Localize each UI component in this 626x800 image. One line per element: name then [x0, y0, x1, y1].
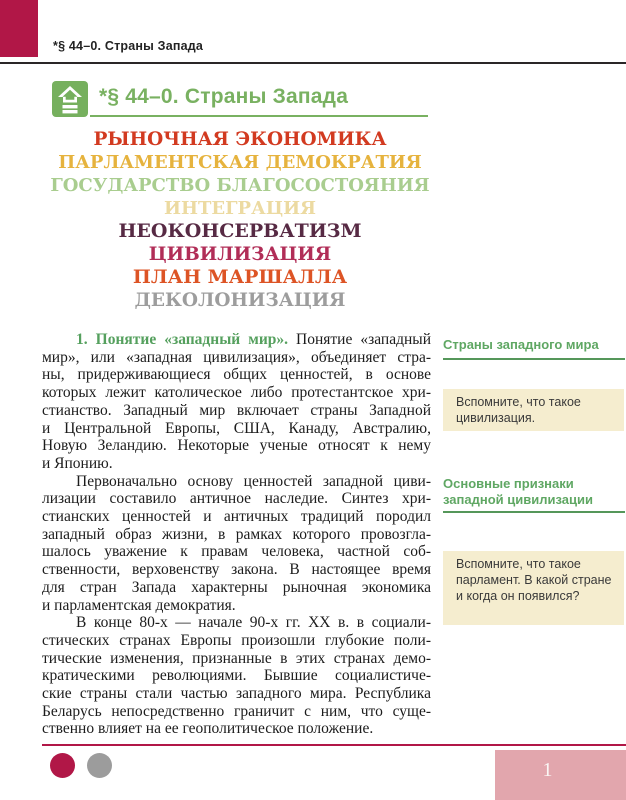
text-line: и Центральной Европы, США, Канаду, Австралию,: [42, 419, 431, 437]
text-line: стианских ценностей и античных традиций породил: [42, 508, 431, 526]
upload-arrow-icon: [52, 81, 88, 117]
text-line: ственно влияет на ее геополитическое положение.: [42, 720, 374, 738]
keyword-item: ГОСУДАРСТВО БЛАГОСОСТОЯНИЯ: [50, 175, 430, 196]
text-line: стических странах Европы произошли глубокие поли-: [42, 631, 431, 649]
section-title: *§ 44–0. Страны Запада: [99, 85, 349, 108]
footer-dot-gray: [87, 753, 112, 778]
text-line: для стран Запада характерны рыночная экономика: [42, 578, 431, 596]
keyword-cloud: [42, 128, 438, 312]
main-text: [42, 331, 431, 738]
sidebar-heading-rule: [443, 358, 625, 360]
text-line: ны, придерживающиеся общих ценностей, в основе: [42, 366, 431, 384]
keyword-item: ИНТЕГРАЦИЯ: [163, 198, 317, 219]
keyword-item: РЫНОЧНАЯ ЭКОНОМИКА: [93, 129, 387, 150]
page-number: 1: [495, 750, 626, 800]
subsection-heading: 1. Понятие «западный мир».: [76, 331, 288, 348]
recall-note-civilization: Вспомните, что такое цивилизация.: [443, 389, 624, 431]
footer-dot-crimson: [50, 753, 75, 778]
text-line: ские страны стали частью западного мира. Республика: [42, 685, 431, 703]
running-head: *§ 44–0. Страны Запада: [53, 39, 204, 53]
keyword-item: ПЛАН МАРШАЛЛА: [132, 266, 348, 288]
text-line: Первоначально основу ценностей западной циви-: [76, 472, 431, 490]
corner-accent-block: [0, 0, 38, 57]
keyword-item: ЦИВИЛИЗАЦИЯ: [148, 244, 332, 265]
text-line: тические изменения, признанные в этих странах демо-: [42, 649, 431, 667]
text-line: и парламентская демократия.: [42, 596, 236, 614]
text-line: западный образ жизни, в рамках которого провозгла-: [42, 525, 431, 543]
text-line: лизации составило античное наследие. Синтез хри-: [42, 490, 431, 508]
section-title-rule: [90, 115, 428, 117]
text-line: шалось уважение к правам человека, частной соб-: [42, 543, 431, 561]
text-line: [42, 331, 431, 349]
keyword-item: НЕОКОНСЕРВАТИЗМ: [118, 220, 362, 242]
text-line: Беларусь непосредственно граничит с ним, что суще-: [42, 702, 431, 720]
text-line: стианство. Западный мир включает страны Западной: [42, 401, 431, 419]
text-run: Понятие «западный: [288, 331, 431, 348]
text-line: которых лежит католическое либо протестантское хри-: [42, 384, 431, 402]
text-line: Новую Зеландию. Некоторые ученые относят к нему: [42, 437, 431, 455]
text-line: мир», или «западная цивилизация», объединяет стра-: [42, 348, 431, 366]
sidebar-heading-rule: [443, 511, 625, 513]
sidebar-heading-countries: Страны западного мира: [443, 337, 599, 352]
recall-note-parliament: Вспомните, что такое парламент. В какой стране и когда он появился?: [443, 551, 624, 625]
text-line: ственности, верховенству закона. В настоящее время: [42, 561, 431, 579]
header-rule: [0, 62, 626, 64]
footer-rule: [42, 744, 626, 746]
keyword-item: ДЕКОЛОНИЗАЦИЯ: [134, 290, 346, 311]
text-line: кратическими революциями. Бывшие социалистиче-: [42, 667, 431, 685]
sidebar-heading-features: Основные признаки западной цивилизации: [443, 476, 593, 507]
text-line: и Японию.: [42, 454, 113, 472]
keyword-item: ПАРЛАМЕНТСКАЯ ДЕМОКРАТИЯ: [58, 152, 422, 173]
text-line: В конце 80-х — начале 90-х гг. XX в. в социали-: [76, 614, 431, 632]
